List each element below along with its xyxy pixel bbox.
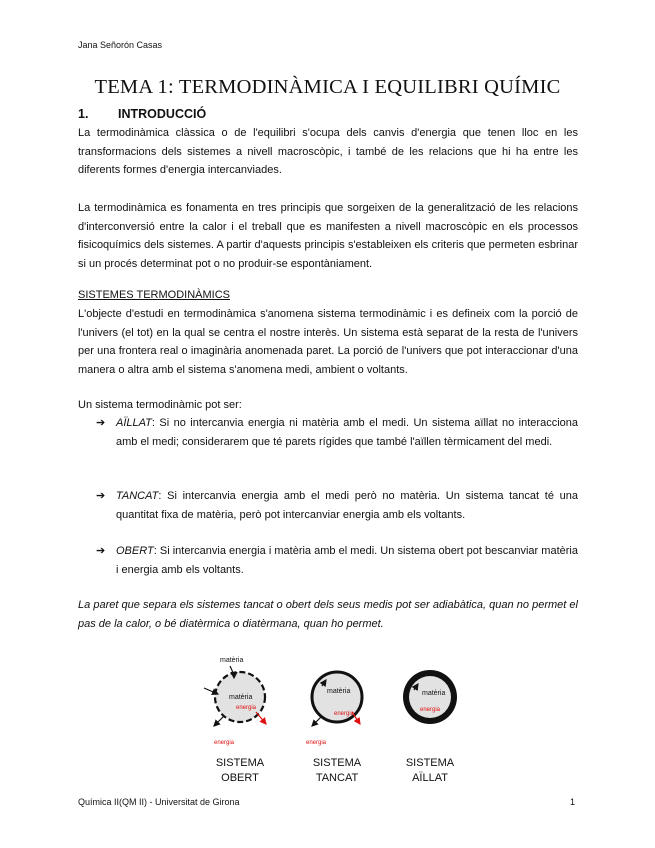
caption-line: SISTEMA	[215, 757, 265, 769]
label-materia-isolated: matèria	[422, 690, 446, 697]
arrow-bullet-icon: ➔	[96, 545, 106, 557]
page-title: TEMA 1: TERMODINÀMICA I EQUILIBRI QUÍMIC	[94, 76, 561, 98]
systems-figure	[200, 652, 470, 792]
label-energia-closed-out: energia	[306, 740, 327, 746]
intro-paragraph-1: La termodinàmica clàssica o de l'equilibri s'ocupa dels canvis d'energia que tenen lloc en les transformacions dels sistemes a nivell macroscòpic, i també de les relacions que hi ha entre les diferents formes d'energia intercanviades.	[78, 127, 578, 177]
arrow-bullet-icon: ➔	[96, 490, 106, 502]
caption-tancat	[297, 756, 377, 786]
caption-line: SISTEMA	[312, 757, 362, 769]
caption-aillat	[390, 756, 470, 786]
term-tancat: TANCAT	[116, 490, 159, 502]
label-energia-inside: energia	[236, 705, 257, 711]
label-materia-in: matèria	[229, 694, 253, 701]
section-heading	[78, 107, 206, 121]
isolated-system-diagram	[403, 670, 457, 724]
closed-system-diagram	[306, 672, 362, 746]
label-materia-out: matèria	[220, 657, 244, 664]
intro-paragraph-2: La termodinàmica es fonamenta en tres principis que sorgeixen de la generalització de les relacions d'interconversió entre la calor i el treball que es manifesten a nivell macroscòpic en els processos fisicoquímics dels sistemes. A partir d'aquests principis s'estableixen els criteris que permeten esbrinar si un procés determinat pot o no produir-se espontàniament.	[78, 202, 578, 270]
definition-tancat: : Si intercanvia energia amb el medi però no matèria. Un sistema tancat té una quantitat fixa de matèria, però pot intercanviar energia amb els voltants.	[116, 490, 578, 521]
author-name: Jana Señorón Casas	[78, 40, 163, 50]
label-energia-isolated: energia	[420, 707, 441, 713]
caption-line: AÏLLAT	[412, 772, 448, 784]
list-item-text	[116, 414, 578, 451]
systems-paragraph: L'objecte d'estudi en termodinàmica s'anomena sistema termodinàmic i es defineix com la porció de l'univers (el tot) en la qual se centra el nostre interès. Un sistema està separat de la resta de l'univers per una frontera real o imaginària anomenada paret. La porció de l'univers que pot interaccionar d'una manera o altra amb el sistema s'anomena medi, ambient o voltants.	[78, 308, 578, 376]
list-intro: Un sistema termodinàmic pot ser:	[78, 399, 242, 411]
caption-line: TANCAT	[315, 772, 359, 784]
list-item-text	[116, 542, 578, 579]
term-aillat: AÏLLAT	[116, 417, 152, 429]
definition-obert: : Si intercanvia energia i matèria amb el medi. Un sistema obert pot bescanviar matèria i energia amb els voltants.	[116, 545, 578, 576]
list-item-obert	[96, 542, 578, 579]
definition-aillat: : Si no intercanvia energia ni matèria amb el medi. Un sistema aïllat no interacciona amb el medi; considerarem que té parets rígides que també l'aïllen tèrmicament del medi.	[116, 417, 578, 448]
list-item-tancat	[96, 487, 578, 524]
caption-line: OBERT	[221, 772, 259, 784]
list-item-aillat	[96, 414, 578, 451]
open-system-diagram	[204, 657, 266, 746]
term-obert: OBERT	[116, 545, 154, 557]
subsection-title: SISTEMES TERMODINÀMICS	[78, 289, 230, 301]
page-number: 1	[569, 797, 575, 807]
caption-obert	[200, 756, 280, 786]
wall-note: La paret que separa els sistemes tancat o obert dels seus medis pot ser adiabàtica, quan no permet el pas de la calor, o bé diatèrmica o diatèrmana, quan ho permet.	[78, 599, 578, 630]
caption-line: SISTEMA	[405, 757, 455, 769]
label-energia-out: energia	[214, 740, 235, 746]
label-energia-closed: energia	[334, 711, 355, 717]
systems-diagram	[200, 652, 470, 752]
arrow-bullet-icon: ➔	[96, 417, 106, 429]
section-number: 1.	[78, 107, 89, 121]
footer-course: Química II(QM II) - Universitat de Girona	[78, 797, 240, 807]
section-title: INTRODUCCIÓ	[118, 107, 207, 121]
list-item-text	[116, 487, 578, 524]
label-materia-closed: matèria	[327, 688, 351, 695]
